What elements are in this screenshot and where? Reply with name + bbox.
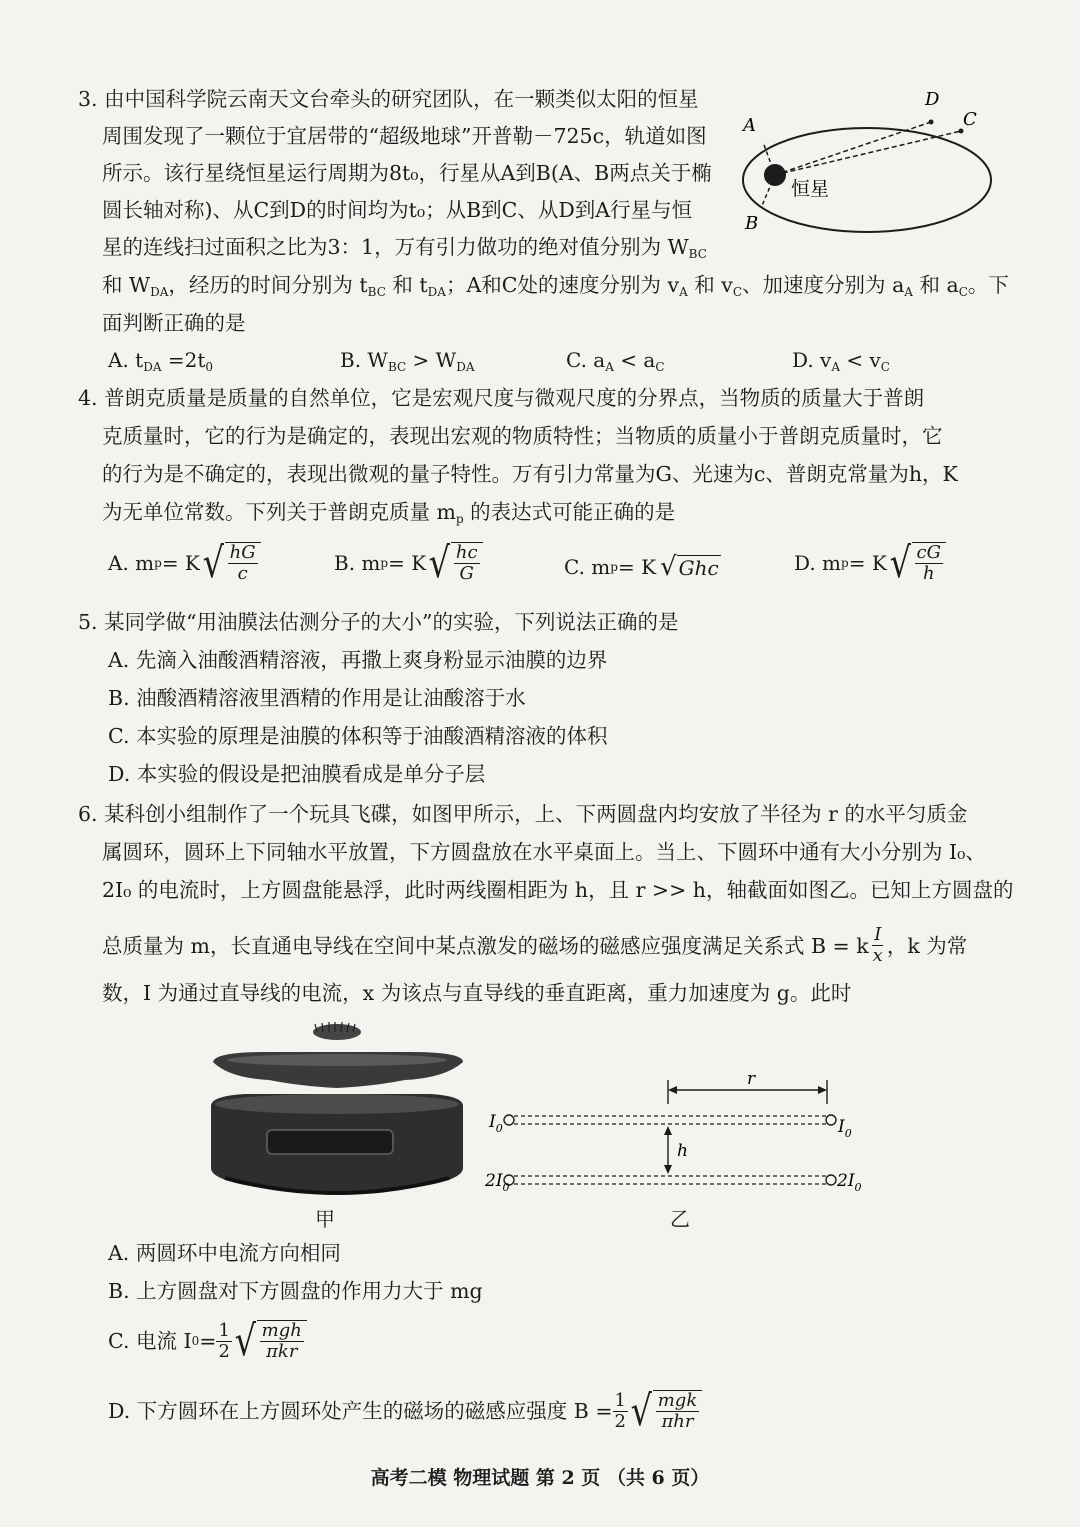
orbit-figure	[735, 85, 997, 235]
q3-l6-p1: DA	[150, 285, 169, 299]
q6-l4-num: I	[874, 924, 882, 945]
q3-od-sub: A	[831, 360, 841, 374]
line-star-c	[775, 131, 961, 175]
q3-oc-pre: C. a	[566, 348, 606, 372]
label-c: C	[963, 109, 977, 130]
q6-option-d[interactable]	[108, 1386, 702, 1435]
q3-ob-pre: B. W	[340, 348, 388, 372]
q3-line-6	[102, 270, 1009, 307]
caption-yi: 乙	[670, 1207, 690, 1231]
q4-ob-den: G	[459, 563, 474, 584]
label-d: D	[925, 89, 940, 110]
q4-line-2: 克质量时，它的行为是确定的，表现出宏观的物质特性；当物质的质量小于普朗克质量时，它	[102, 424, 943, 448]
q3-l6-p8: 和 v	[687, 273, 733, 297]
q3-option-d[interactable]	[792, 348, 890, 374]
q4-ob-eq: = K	[388, 551, 427, 575]
q5-option-a[interactable]: A. 先滴入油酸酒精溶液，再撒上爽身粉显示油膜的边界	[108, 648, 608, 672]
q4-od-num: cG	[916, 542, 941, 563]
q3-oc-sub2: C	[655, 360, 665, 374]
q3-od-pre: D. v	[792, 348, 832, 372]
label-bottom-right: $2I_0$	[837, 1171, 862, 1194]
q4-od-den: h	[922, 563, 935, 584]
q6-line-5: 数，I 为通过直导线的电流，x 为该点与直导线的垂直距离，重力加速度为 g。此时	[102, 981, 852, 1005]
q4-oc-rad: Ghc	[678, 555, 719, 580]
q4-oc-label: C. m	[564, 555, 611, 579]
page-footer: 高考二模 物理试题 第 2 页 （共 6 页）	[370, 1467, 710, 1489]
line-star-d	[775, 122, 931, 175]
figure-jia-saucer	[205, 1018, 470, 1208]
q3-l6-p3: BC	[367, 285, 386, 299]
q6-line-2: 属圆环，圆环上下同轴水平放置，下方圆盘放在水平桌面上。当上、下圆环中通有大小分别为 I₀、	[102, 840, 986, 864]
q4-oc-sub: p	[610, 560, 618, 574]
q6-l4-post: ，k 为常	[886, 933, 968, 958]
q4-oa-den: c	[237, 563, 248, 584]
q3-l6-p12: 和 a	[912, 273, 959, 297]
q3-option-a[interactable]	[108, 348, 213, 374]
q3-oc-sub: A	[605, 360, 614, 374]
q4-od-sub: p	[841, 556, 849, 570]
q3-line-7: 面判断正确的是	[102, 311, 246, 335]
q4-option-a[interactable]	[108, 538, 261, 587]
caption-jia: 甲	[315, 1207, 335, 1231]
label-a: A	[743, 115, 756, 136]
q3-line-5-text: 星的连线扫过面积之比为3：1，万有引力做功的绝对值分别为 W	[102, 235, 689, 259]
q3-line-5-sub: BC	[688, 247, 707, 261]
label-r: r	[747, 1070, 756, 1089]
q4-option-b[interactable]	[334, 538, 483, 587]
q3-line-2: 周围发现了一颗位于宜居带的“超级地球”开普勒－725c，轨道如图	[102, 124, 707, 148]
q4-option-c[interactable]: C. m p = K √ Ghc	[564, 552, 719, 582]
q4-option-d[interactable]	[794, 538, 946, 587]
q3-l6-p13: C	[958, 285, 968, 299]
q3-l6-p5: DA	[427, 285, 446, 299]
q6-line-3: 2I₀ 的电流时，上方圆盘能悬浮，此时两线圈相距为 h，且 r >> h，轴截面如图乙。已知上方圆盘的	[102, 878, 1014, 902]
q6-oc-den: πkr	[266, 1341, 298, 1362]
q6-option-a[interactable]: A. 两圆环中电流方向相同	[108, 1241, 341, 1265]
q4-l4-text: 为无单位常数。下列关于普朗克质量 m	[102, 500, 456, 524]
q3-option-b[interactable]	[340, 348, 475, 374]
q4-oa-eq: = K	[161, 551, 200, 575]
q3-l6-p0: 和 W	[102, 273, 151, 297]
q5-option-b[interactable]: B. 油酸酒精溶液里酒精的作用是让油酸溶于水	[108, 686, 526, 710]
q6-line-1: 6. 某科创小组制作了一个玩具飞碟，如图甲所示，上、下两圆盘内均安放了半径为 r 的水平匀质金	[78, 802, 968, 826]
label-bottom-left: $2I_0$	[485, 1171, 510, 1194]
q3-l6-p11: A	[904, 285, 913, 299]
q6-od-cden: 2	[614, 1410, 626, 1432]
q6-option-b[interactable]: B. 上方圆盘对下方圆盘的作用力大于 mg	[108, 1279, 483, 1303]
q5-option-d[interactable]: D. 本实验的假设是把油膜看成是单分子层	[108, 762, 486, 786]
q3-oa-sub: DA	[143, 360, 162, 374]
q4-oa-sub: p	[154, 556, 162, 570]
q4-line-4	[102, 497, 675, 534]
q3-oc-mid: < a	[613, 348, 656, 372]
q3-ob-sub: BC	[387, 360, 407, 374]
q3-line-3: 所示。该行星绕恒星运行周期为8t₀，行星从A到B(A、B两点关于椭	[102, 161, 712, 185]
q4-l4-sub: p	[455, 512, 464, 526]
label-b: B	[745, 213, 759, 234]
q6-oc-sub: 0	[191, 1334, 200, 1348]
q6-od-coef	[613, 1391, 628, 1432]
point-d	[929, 120, 934, 125]
q4-l4-post: 的表达式可能正确的是	[463, 500, 676, 524]
q6-oc-pre: C. 电流 I	[108, 1329, 192, 1353]
q4-oa-label: A. m	[108, 551, 155, 575]
q6-od-cnum: 1	[614, 1389, 626, 1411]
star-label: 恒星	[791, 178, 830, 200]
q4-ob-sqrt: √ $\frac{hc}{G}$	[426, 542, 482, 584]
q3-oa-sub2: 0	[205, 360, 214, 374]
q6-oc-cden: 2	[218, 1340, 230, 1362]
q4-ob-label: B. m	[334, 551, 381, 575]
q4-oc-eq: = K	[617, 555, 657, 579]
q6-od-pre: D. 下方圆环在上方圆环处产生的磁场的磁感应强度 B =	[108, 1399, 613, 1423]
q6-oc-eq: =	[199, 1329, 217, 1353]
q4-ob-num: hc	[455, 542, 478, 563]
q4-od-sqrt: √ $\frac{cG}{h}$	[887, 542, 946, 584]
label-top-left: $I_0$	[489, 1112, 503, 1135]
q5-stem: 5. 某同学做“用油膜法估测分子的大小”的实验，下列说法正确的是	[78, 610, 679, 634]
q3-l6-p4: 和 t	[385, 273, 428, 297]
q3-ob-sub2: DA	[456, 360, 475, 374]
label-h: h	[677, 1141, 688, 1161]
q3-ob-mid: > W	[406, 348, 457, 372]
figure-yi-cross-section	[485, 1070, 875, 1200]
q3-oa-pre: A. t	[108, 348, 144, 372]
label-top-right: $I_0$	[838, 1117, 852, 1140]
q3-l6-p14: 。下	[967, 273, 1009, 297]
q3-l6-p2: ，经历的时间分别为 t	[168, 273, 368, 297]
q6-oc-sqrt: √ $\frac{\text{mgh}}{\text{πkr}}$	[232, 1320, 307, 1362]
q4-od-label: D. m	[794, 551, 842, 575]
q6-oc-num: mgh	[261, 1320, 302, 1341]
q6-line-4	[102, 925, 967, 966]
q4-line-1: 4. 普朗克质量是质量的自然单位，它是宏观尺度与微观尺度的分界点，当物质的质量大于普朗	[78, 386, 925, 410]
q3-line-1: 3. 由中国科学院云南天文台牵头的研究团队，在一颗类似太阳的恒星	[78, 87, 699, 111]
q6-oc-coef	[216, 1321, 231, 1362]
q3-od-sub2: C	[880, 360, 890, 374]
q4-od-eq: = K	[848, 551, 887, 575]
q6-od-den: πhr	[661, 1411, 694, 1432]
q4-oa-num: hG	[229, 542, 256, 563]
q4-ob-sub: p	[380, 556, 389, 570]
q6-od-sqrt: √ $\frac{\text{mgk}}{\text{πhr}}$	[628, 1390, 702, 1432]
q3-l6-p6: ；A和C处的速度分别为 v	[445, 273, 680, 297]
q6-l4-den: x	[872, 945, 883, 966]
q3-option-c[interactable]	[566, 348, 665, 374]
q3-l6-p10: 、加速度分别为 a	[742, 273, 905, 297]
q3-od-mid: < v	[840, 348, 881, 372]
q5-option-c[interactable]: C. 本实验的原理是油膜的体积等于油酸酒精溶液的体积	[108, 724, 608, 748]
q3-line-4: 圆长轴对称)、从C到D的时间均为t₀；从B到C、从D到A行星与恒	[102, 198, 693, 222]
q6-l4-frac	[871, 925, 885, 966]
q3-line-5	[102, 232, 707, 269]
q6-option-c[interactable]	[108, 1316, 307, 1365]
q4-oa-sqrt: √ $\frac{hG}{c}$	[200, 542, 261, 584]
q3-l6-p7: A	[679, 285, 688, 299]
q6-od-num: mgk	[657, 1390, 698, 1411]
q3-oa-post: =2t	[161, 348, 206, 372]
q6-oc-cnum: 1	[218, 1319, 230, 1341]
q3-l6-p9: C	[732, 285, 743, 299]
q4-line-3: 的行为是不确定的，表现出微观的量子特性。万有引力常量为G、光速为c、普朗克常量为h，K	[102, 462, 958, 486]
q6-l4-text: 总质量为 m，长直通电导线在空间中某点激发的磁场的磁感应强度满足关系式 B = k	[102, 933, 869, 958]
